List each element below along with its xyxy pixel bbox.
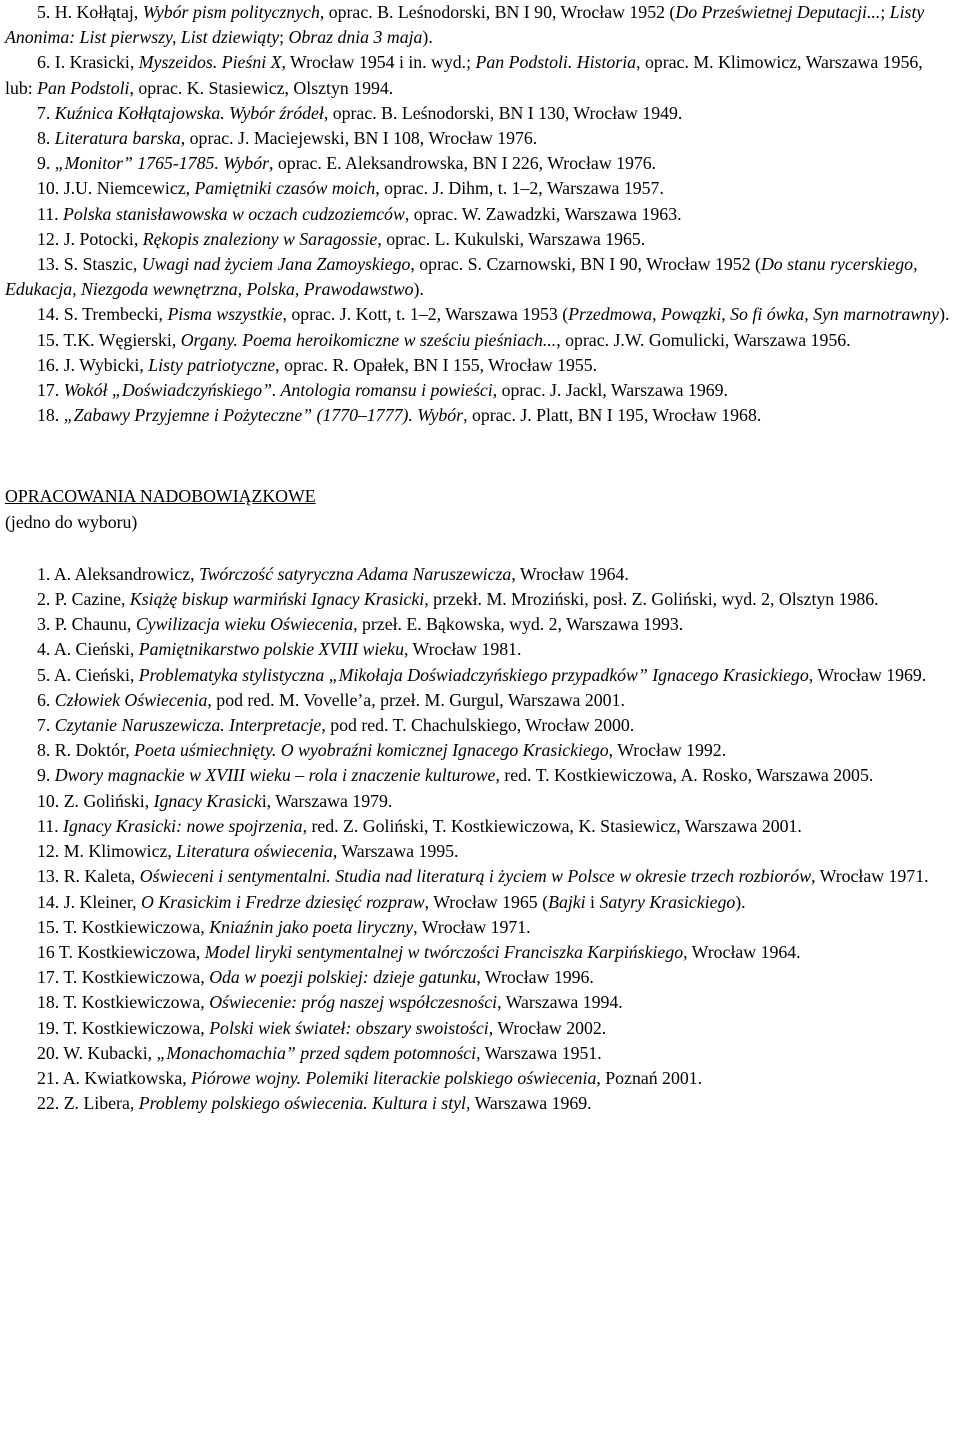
entry-text: , oprac. J. Dihm, t. 1–2, Warszawa 1957. [375, 178, 664, 199]
entry-text: , Wrocław 1954 i in. wyd.; [281, 52, 476, 73]
bibliography-entry [5, 227, 954, 252]
entry-text: , Wrocław 1971. [413, 916, 531, 937]
entry-title: Czytanie Naruszewicza. Interpretacje [54, 715, 322, 736]
entry-title: O Krasickim i Fredrze dziesięć rozpraw [141, 891, 425, 912]
entry-text: T. Kostkiewiczowa, [63, 967, 210, 988]
entry-title: Kuźnica Kołłątajowska. Wybór źródeł [54, 102, 324, 123]
entry-text: , Warszawa 1969. [466, 1093, 592, 1114]
entry-title: Oświecenie: próg naszej współczesności [209, 992, 498, 1013]
entry-text: , oprac. B. Leśnodorski, BN I 130, Wrocław 1949. [323, 102, 683, 123]
entry-number: 15. [37, 916, 60, 937]
bibliography-entry [5, 1091, 954, 1116]
entry-title: Organy. Poema heroikomiczne w sześciu pieśniach... [180, 329, 557, 350]
entry-text: M. Klimowicz, [63, 841, 177, 862]
bibliography-entry [5, 562, 954, 587]
entry-text: , Wrocław 1964. [683, 941, 801, 962]
entry-number: 4. [37, 639, 51, 660]
entry-text: i [585, 891, 600, 912]
entry-title: Obraz dnia 3 maja [288, 27, 423, 48]
entry-title: Cywilizacja wieku Oświecenia [135, 614, 354, 635]
bibliography-entry [5, 302, 954, 327]
bibliography-entry [5, 378, 954, 403]
entry-number: 3. [37, 614, 51, 635]
entry-text: , red. T. Kostkiewiczowa, A. Rosko, Warszawa 2005. [495, 765, 874, 786]
entry-number: 7. [37, 715, 51, 736]
entry-text: , Wrocław 1971. [811, 866, 929, 887]
entry-title: Uwagi nad życiem Jana Zamoyskiego [141, 254, 411, 275]
entry-number: 18. [37, 405, 60, 426]
entry-title: Pan Podstoli [37, 77, 130, 98]
entry-number: 18. [37, 992, 60, 1013]
entry-text: , Poznań 2001. [596, 1067, 703, 1088]
entry-title: Ignacy Krasicki: nowe spojrzenia [63, 815, 303, 836]
entry-number: 8. [37, 128, 51, 149]
entry-title: Do Prześwietnej Deputacji... [675, 2, 881, 22]
entry-title: Polska stanisławowska w oczach cudzoziemców [63, 203, 405, 224]
section-heading: OPRACOWANIA NADOBOWIĄZKOWE [5, 486, 316, 507]
entry-text: , oprac. J. Maciejewski, BN I 108, Wrocław 1976. [180, 128, 538, 149]
bibliography-entry [5, 814, 954, 839]
entry-number: 14. [37, 891, 60, 912]
entry-title: Piórowe wojny. Polemiki literackie polskiego oświecenia [191, 1067, 597, 1088]
bibliography-entry [5, 1041, 954, 1066]
bibliography-entry [5, 50, 954, 100]
entry-number: 16 [37, 941, 55, 962]
entry-text: J. Wybicki, [63, 354, 149, 375]
entry-text: J. Kleiner, [63, 891, 141, 912]
entry-text: , oprac. J. Jackl, Warszawa 1969. [492, 380, 728, 401]
entry-text: T. Kostkiewiczowa, [63, 916, 210, 937]
entry-title: Rękopis znaleziony w Saragossie [142, 228, 378, 249]
entry-text: W. Kubacki, [63, 1042, 157, 1063]
entry-text: ; [880, 2, 890, 22]
entry-title: Ignacy Krasick [153, 790, 262, 811]
entry-text: A. Kwiatkowska, [62, 1067, 192, 1088]
entry-title: Bajki [548, 891, 586, 912]
entry-text: , pod red. T. Chachulskiego, Wrocław 2000. [321, 715, 635, 736]
entry-title: „Zabawy Przyjemne i Pożyteczne” (1770–1777). Wybór [63, 405, 464, 426]
entry-text: H. Kołłątaj, [54, 2, 143, 22]
bibliography-entry [5, 176, 954, 201]
entry-title: Myszeidos. Pieśni X [138, 52, 282, 73]
entry-text: , Wrocław 1965 ( [424, 891, 549, 912]
entry-title: Polski wiek świateł: obszary swoistości [209, 1017, 489, 1038]
entry-text: ; [279, 27, 289, 48]
entry-text: I. Krasicki, [54, 52, 139, 73]
entry-text: , oprac. K. Stasiewicz, Olsztyn 1994. [129, 77, 394, 98]
entry-title: Dwory magnackie w XVIII wieku – rola i znaczenie kulturowe [54, 765, 496, 786]
entry-text: S. Staszic, [63, 254, 142, 275]
bibliography-entry [5, 0, 954, 50]
entry-text: , oprac. J.W. Gomulicki, Warszawa 1956. [556, 329, 851, 350]
entry-number: 6. [37, 52, 51, 73]
entry-title: Kniaźnin jako poeta liryczny [209, 916, 414, 937]
entry-text: , Wrocław 1992. [608, 740, 727, 761]
secondary-sources-list [5, 562, 954, 1116]
entry-title: Problematyka stylistyczna „Mikołaja Doświadczyńskiego przypadków” Ignacego Krasickiego [138, 664, 809, 685]
entry-text: , oprac. E. Aleksandrowska, BN I 226, Wrocław 1976. [269, 153, 657, 174]
entry-number: 9. [37, 765, 51, 786]
entry-text: T. Kostkiewiczowa, [63, 1017, 210, 1038]
entry-text: T. Kostkiewiczowa, [58, 941, 205, 962]
entry-text: P. Cazine, [54, 589, 130, 610]
bibliography-entry [5, 403, 954, 428]
entry-text: J.U. Niemcewicz, [63, 178, 195, 199]
entry-title: Satyry Krasickiego [599, 891, 736, 912]
entry-text: , oprac. L. Kukulski, Warszawa 1965. [377, 228, 646, 249]
entry-title: Pisma wszystkie [167, 304, 283, 325]
entry-number: 11. [37, 203, 59, 224]
entry-title: Model liryki sentymentalnej w twórczości Franciszka Karpińskiego [204, 941, 684, 962]
bibliography-entry [5, 587, 954, 612]
entry-title: Wybór pism politycznych [142, 2, 320, 22]
bibliography-entry [5, 864, 954, 889]
entry-number: 15. [37, 329, 60, 350]
entry-number: 6. [37, 689, 51, 710]
entry-number: 20. [37, 1042, 60, 1063]
entry-number: 16. [37, 354, 60, 375]
entry-text: , Wrocław 2002. [488, 1017, 607, 1038]
bibliography-entry [5, 101, 954, 126]
entry-text: , oprac. J. Platt, BN I 195, Wrocław 1968. [463, 405, 762, 426]
entry-text: , pod red. M. Vovelle’a, przeł. M. Gurgul, Warszawa 2001. [207, 689, 625, 710]
entry-text: S. Trembecki, [63, 304, 168, 325]
bibliography-entry [5, 839, 954, 864]
bibliography-entry [5, 965, 954, 990]
entry-title: „Monachomachia” przed sądem potomności [156, 1042, 477, 1063]
entry-text: , przekł. M. Mroziński, posł. Z. Goliński, wyd. 2, Olsztyn 1986. [424, 589, 879, 610]
entry-text: Z. Libera, [63, 1093, 139, 1114]
bibliography-entry [5, 890, 954, 915]
entry-number: 5. [37, 2, 51, 22]
bibliography-entry [5, 663, 954, 688]
bibliography-entry [5, 1016, 954, 1041]
bibliography-entry [5, 940, 954, 965]
entry-text: ). [413, 279, 424, 300]
entry-title: Przedmowa, Powązki, So fi ówka, Syn marnotrawny [568, 304, 940, 325]
entry-title: Oda w poezji polskiej: dzieje gatunku [209, 967, 477, 988]
entry-title: Literatura oświecenia [176, 841, 333, 862]
bibliography-entry [5, 202, 954, 227]
entry-text: ). [939, 304, 950, 325]
entry-text: R. Doktór, [54, 740, 135, 761]
bibliography-entry [5, 915, 954, 940]
entry-text: , oprac. J. Kott, t. 1–2, Warszawa 1953 ( [282, 304, 569, 325]
entry-text: , oprac. S. Czarnowski, BN I 90, Wrocław 1952 ( [410, 254, 761, 275]
bibliography-entry [5, 126, 954, 151]
entry-title: Literatura barska [54, 128, 181, 149]
entry-text: , Wrocław 1996. [476, 967, 594, 988]
bibliography-entry [5, 612, 954, 637]
entry-title: Twórczość satyryczna Adama Naruszewicza [199, 563, 512, 584]
bibliography-entry [5, 252, 954, 302]
entry-title: Człowiek Oświecenia [54, 689, 208, 710]
entry-title: Do stanu rycerskiego, Edukacja, Niezgoda wewnętrzna, Polska, Prawodawstwo [5, 254, 918, 300]
entry-number: 22. [37, 1093, 60, 1114]
entry-number: 17. [37, 967, 60, 988]
entry-text: , oprac. B. Leśnodorski, BN I 90, Wrocław 1952 ( [319, 2, 676, 22]
entry-text: P. Chaunu, [54, 614, 136, 635]
bibliography-entry [5, 713, 954, 738]
entry-number: 14. [37, 304, 60, 325]
bibliography-entry [5, 151, 954, 176]
entry-title: Problemy polskiego oświecenia. Kultura i styl [138, 1093, 466, 1114]
entry-number: 13. [37, 254, 60, 275]
entry-text: , oprac. W. Zawadzki, Warszawa 1963. [404, 203, 682, 224]
bibliography-entry [5, 328, 954, 353]
entry-number: 9. [37, 153, 51, 174]
entry-text: , przeł. E. Bąkowska, wyd. 2, Warszawa 1993. [353, 614, 684, 635]
spacer [5, 428, 954, 484]
entry-number: 10. [37, 178, 60, 199]
entry-number: 8. [37, 740, 51, 761]
entry-text: , Wrocław 1981. [403, 639, 522, 660]
entry-number: 10. [37, 790, 60, 811]
spacer [5, 535, 954, 562]
entry-text: A. Cieński, [53, 639, 139, 660]
entry-number: 1. [37, 563, 51, 584]
entry-number: 7. [37, 102, 51, 123]
entry-text: , oprac. R. Opałek, BN I 155, Wrocław 1955. [275, 354, 598, 375]
entry-title: Pamiętniki czasów moich [194, 178, 376, 199]
entry-number: 21. [37, 1067, 60, 1088]
entry-text: , Wrocław 1969. [808, 664, 927, 685]
bibliography-entry [5, 688, 954, 713]
entry-title: Pan Podstoli. Historia [475, 52, 637, 73]
entry-title: Listy Anonima: List pierwszy, List dziewiąty [5, 2, 925, 48]
entry-title: Oświeceni i sentymentalni. Studia nad literaturą i życiem w Polsce w okresie trzech rozbiorów [139, 866, 812, 887]
entry-text: i, Warszawa 1979. [261, 790, 393, 811]
entry-text: , red. Z. Goliński, T. Kostkiewiczowa, K. Stasiewicz, Warszawa 2001. [302, 815, 802, 836]
bibliography-entry [5, 353, 954, 378]
entry-text: T.K. Węgierski, [63, 329, 181, 350]
bibliography-entry [5, 789, 954, 814]
entry-text: J. Potocki, [63, 228, 143, 249]
entry-text: A. Cieński, [53, 664, 139, 685]
entry-number: 19. [37, 1017, 60, 1038]
bibliography-entry [5, 763, 954, 788]
entry-number: 2. [37, 589, 51, 610]
entry-title: Książę biskup warmiński Ignacy Krasicki [129, 589, 425, 610]
entry-text: T. Kostkiewiczowa, [63, 992, 210, 1013]
bibliography-entry [5, 637, 954, 662]
entry-title: „Monitor” 1765-1785. Wybór [54, 153, 270, 174]
bibliography-entry [5, 990, 954, 1015]
section-subheading: (jedno do wyboru) [5, 511, 138, 532]
entry-title: Poeta uśmiechnięty. O wyobraźni komicznej Ignacego Krasickiego [134, 740, 609, 761]
entry-text: ). [422, 27, 433, 48]
entry-text: Z. Goliński, [63, 790, 154, 811]
entry-text: , Wrocław 1964. [511, 563, 629, 584]
entry-text: , Warszawa 1994. [497, 992, 623, 1013]
entry-number: 11. [37, 815, 59, 836]
primary-sources-list [5, 0, 954, 428]
entry-number: 13. [37, 866, 60, 887]
entry-number: 17. [37, 380, 60, 401]
entry-number: 5. [37, 664, 51, 685]
entry-number: 12. [37, 841, 60, 862]
bibliography-entry [5, 738, 954, 763]
entry-text: , Warszawa 1951. [476, 1042, 602, 1063]
entry-text: , oprac. M. Klimowicz, Warszawa 1956, lub: [5, 52, 923, 98]
bibliography-entry [5, 1066, 954, 1091]
entry-number: 12. [37, 228, 60, 249]
entry-text: R. Kaleta, [63, 866, 140, 887]
entry-text: ). [735, 891, 746, 912]
entry-title: Listy patriotyczne [148, 354, 276, 375]
entry-text: , Warszawa 1995. [332, 841, 459, 862]
entry-text: A. Aleksandrowicz, [53, 563, 199, 584]
entry-title: Wokół „Doświadczyńskiego”. Antologia romansu i powieści [63, 380, 493, 401]
entry-title: Pamiętnikarstwo polskie XVIII wieku [138, 639, 404, 660]
